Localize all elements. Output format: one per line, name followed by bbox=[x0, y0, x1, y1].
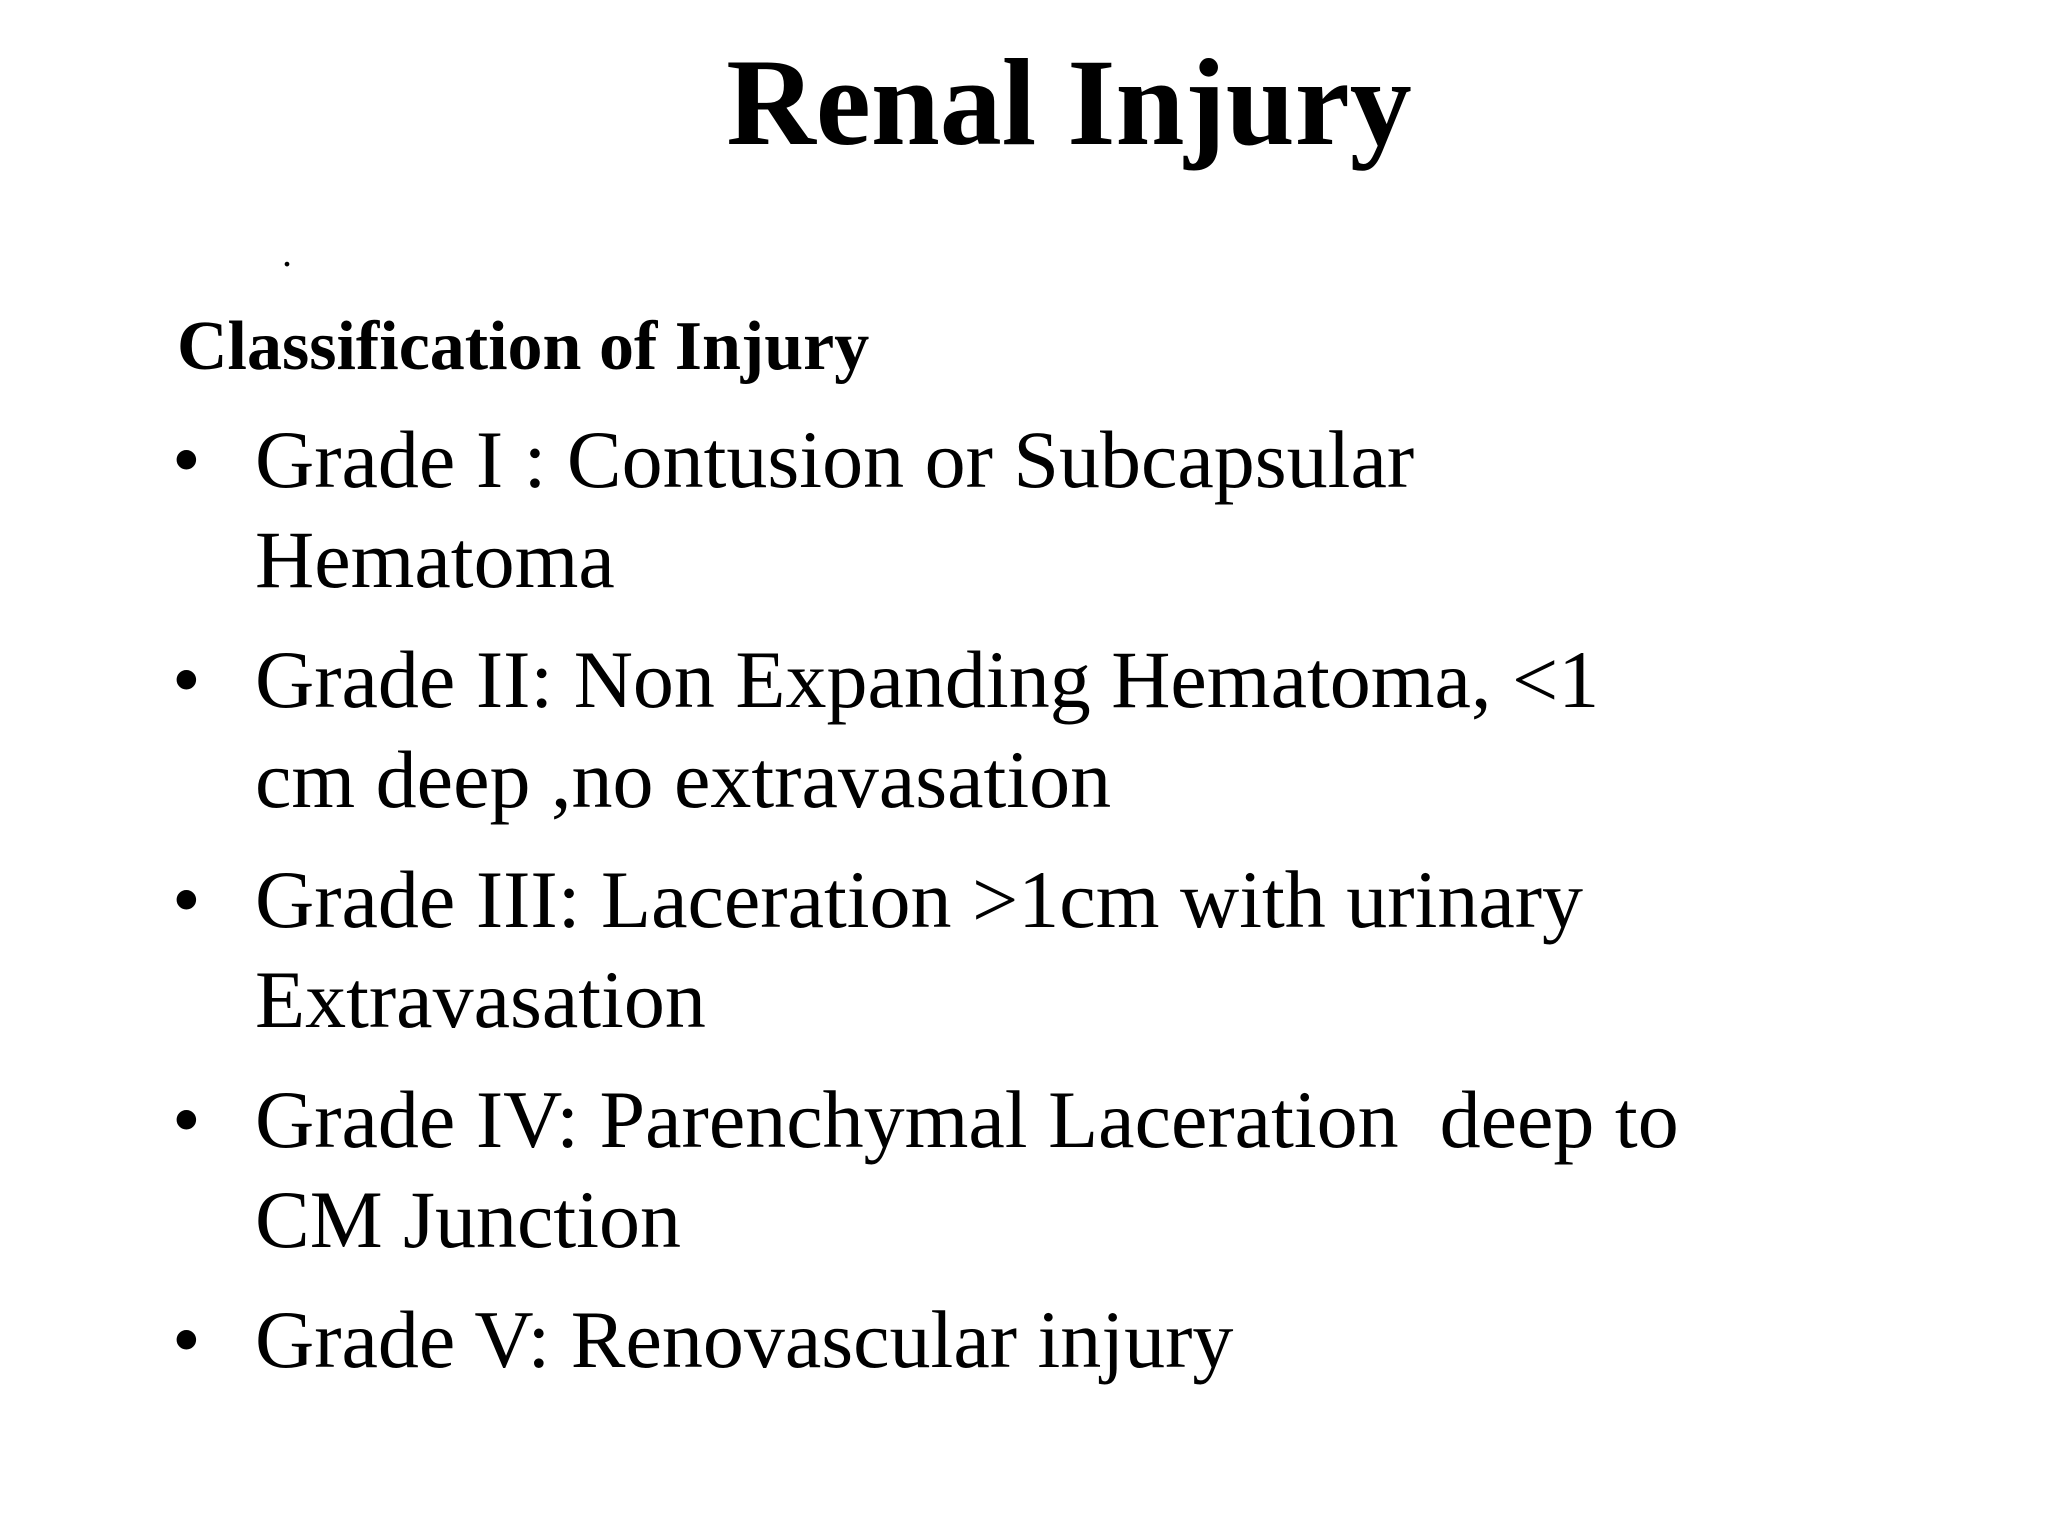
bullet-text: Hematoma bbox=[255, 514, 615, 605]
bullet-icon: • bbox=[172, 854, 201, 945]
list-item bbox=[0, 410, 2048, 610]
bullet-icon: • bbox=[172, 1294, 201, 1385]
bullet-icon: • bbox=[172, 414, 201, 505]
slide-title: Renal Injury bbox=[726, 34, 1412, 171]
bullet-text: Grade II: Non Expanding Hematoma, <1 bbox=[255, 634, 1600, 725]
stray-dot: . bbox=[282, 230, 292, 275]
list-item bbox=[0, 1070, 2048, 1270]
bullet-text: cm deep ,no extravasation bbox=[255, 734, 1112, 825]
list-item bbox=[0, 850, 2048, 1050]
bullet-text: Grade I : Contusion or Subcapsular bbox=[255, 414, 1415, 505]
bullet-text: Extravasation bbox=[255, 954, 706, 1045]
section-heading: Classification of Injury bbox=[177, 308, 870, 385]
bullet-text: Grade IV: Parenchymal Laceration deep to bbox=[255, 1074, 1679, 1165]
list-item bbox=[0, 630, 2048, 830]
bullet-list bbox=[0, 410, 2048, 1410]
bullet-text: CM Junction bbox=[255, 1174, 681, 1265]
list-item bbox=[0, 1290, 2048, 1390]
bullet-text: Grade III: Laceration >1cm with urinary bbox=[255, 854, 1584, 945]
bullet-text: Grade V: Renovascular injury bbox=[255, 1294, 1234, 1385]
bullet-icon: • bbox=[172, 634, 201, 725]
bullet-icon: • bbox=[172, 1074, 201, 1165]
